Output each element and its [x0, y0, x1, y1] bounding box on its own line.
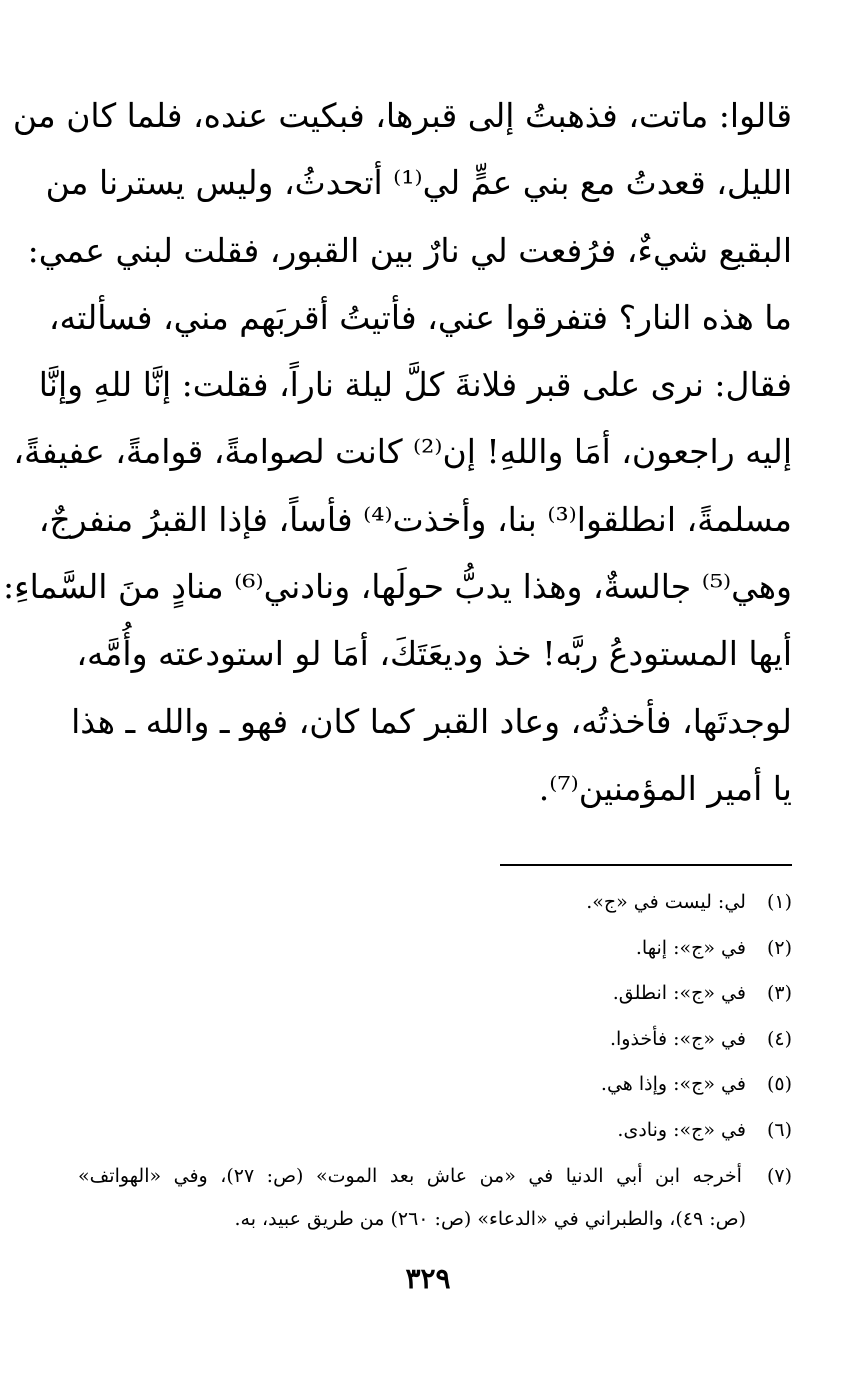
- footnote-3: [78, 971, 792, 1017]
- body-line-5: فقال: نرى على قبر فلانةَ كلَّ ليلة ناراً، فقلت: إنَّا للهِ وإنَّا: [38, 365, 792, 405]
- body-line-3: البقيع شيءٌ، فرُفعت لي نارٌ بين القبور، فقلت لبني عمي:: [27, 230, 792, 270]
- footnote-4: [78, 1017, 792, 1063]
- footnote-number: (٧): [766, 1165, 793, 1187]
- footnote-7-line-1: [78, 1153, 792, 1199]
- body-line-4: ما هذه النار؟ فتفرقوا عني، فأتيتُ أقربَهم مني، فسألته،: [48, 297, 792, 337]
- body-line-11: يا أمير المؤمنين⁽⁷⁾.: [538, 768, 792, 808]
- footnote-1: [78, 880, 792, 926]
- footnote-text: لي: ليست في «ج».: [586, 891, 746, 913]
- footnote-text: في «ج»: وإذا هي.: [600, 1073, 746, 1095]
- footnote-text: في «ج»: إنها.: [635, 936, 746, 959]
- body-line-9: أيها المستودعُ ربَّه! خذ وديعَتَكَ، أمَا لو استودعته وأُمَّه،: [76, 634, 792, 674]
- footnote-number: (٢): [766, 936, 792, 959]
- footnote-6: [78, 1108, 792, 1154]
- body-line-2: الليل، قعدتُ مع بني عمٍّ لي⁽¹⁾ أتحدثُ، وليس يسترنا من: [45, 163, 792, 203]
- footnote-text: في «ج»: انطلق.: [612, 982, 746, 1004]
- footnote-number: (٦): [766, 1118, 792, 1141]
- page-number: ٣٢٩: [405, 1262, 451, 1295]
- footnote-text: أخرجه ابن أبي الدنيا في «من عاش بعد الموت» (ص: ٢٧)، وفي «الهواتف»: [78, 1165, 742, 1187]
- body-line-10: لوجدتَها، فأخذتُه، وعاد القبر كما كان، فهو ـ والله ـ هذا: [71, 701, 792, 741]
- footnotes: [78, 880, 792, 1239]
- footnote-number: (٤): [766, 1027, 792, 1050]
- footnote-7-line-2: (ص: ٤٩)، والطبراني في «الدعاء» (ص: ٢٦٠) من طريق عبيد، به.: [234, 1208, 746, 1230]
- footnote-7: [78, 1153, 792, 1239]
- body-line-8: وهي⁽⁵⁾ جالسةٌ، وهذا يدبُّ حولَها، ونادني⁽⁶⁾ منادٍ منَ السَّماءِ:: [3, 567, 792, 607]
- body-line-1: قالوا: ماتت، فذهبتُ إلى قبرها، فبكيت عنده، فلما كان من: [12, 96, 792, 135]
- body-line-6: إليه راجعون، أمَا واللهِ! إن⁽²⁾ كانت لصوامةً، قوامةً، عفيفةً،: [13, 432, 792, 472]
- footnote-text: في «ج»: فأخذوا.: [609, 1027, 746, 1050]
- main-text: [3, 82, 792, 822]
- footnote-2: [78, 926, 792, 972]
- footnote-number: (٥): [766, 1073, 792, 1095]
- footnote-text: في «ج»: ونادى.: [617, 1118, 746, 1141]
- footnote-number: (١): [766, 891, 792, 913]
- footnote-number: (٣): [766, 982, 792, 1004]
- footnote-5: [78, 1062, 792, 1108]
- body-line-7: مسلمةً، انطلقوا⁽³⁾ بنا، وأخذت⁽⁴⁾ فأساً، فإذا القبرُ منفرجٌ،: [38, 499, 792, 539]
- footnote-divider: [500, 864, 792, 866]
